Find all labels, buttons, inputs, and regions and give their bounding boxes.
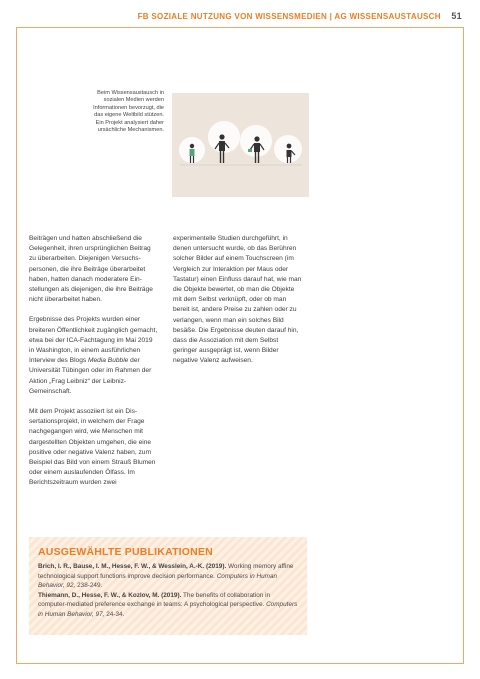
- publication-list: [38, 562, 300, 620]
- right-text-column: [173, 234, 303, 377]
- section-title: FB SOZIALE NUTZUNG VON WISSENSMEDIEN | AG WISSENSAUSTAUSCH: [137, 12, 441, 21]
- publication-title: Working memory affine technological support functions improve decision performance.: [38, 563, 294, 580]
- paragraph: Beiträgen und hatten abschließend die Gelegenheit, ihren ursprünglichen Beitrag zu überarbeiten. Diejenigen Versuchspersonen, die ihre Beiträge überarbeitet haben, hatten danach moderatere Einstellungen als diejenigen, die ihre Beiträge nicht überarbeitet haben.: [29, 235, 153, 304]
- publication-authors: Thiemann, D., Hesse, F. W., & Kozlov, M. (2019).: [38, 591, 182, 599]
- left-text-column: [29, 234, 159, 499]
- paragraph: Ergebnisse des Projekts wurden einer breiteren Öffentlichkeit zugänglich gemacht, etwa bei der ICA-Fachtagung im Mai 2019 in Washington, in einem ausführlichen Interview des Blogs Media Bubble der Universität Tübingen oder im Rahmen der Aktion „Frag Leibniz“ der Leibniz-Gemeinschaft.: [29, 316, 158, 395]
- publication-authors: Brich, I. R., Bause, I. M., Hesse, F. W., & Wesslein, A.-K. (2019).: [38, 563, 227, 570]
- paragraph: Mit dem Projekt assoziiert ist ein Dissertationsprojekt, in welchem der Frage nachgegangen wird, wie Menschen mit dargestellten Objekten umgehen, die eine positive oder negative Valenz haben, zum Beispiel das Bild von einem Strauß Blumen oder einem auslaufenden Ölfass. Im Berichtszeitraum wurden zwei: [29, 408, 156, 487]
- page-number: 51: [451, 11, 462, 21]
- publication-title: The benefits of collaboration in computer-mediated preference exchange in teams: A psychological perspective.: [38, 591, 271, 609]
- paragraph: experimentelle Studien durchgeführt, in denen untersucht wurde, ob das Berühren solcher Bilder auf einem Touchscreen (im Vergleich zur Interaktion per Maus oder Tastatur) einen Einfluss darauf hat, wie man die Objekte bewertet, ob man die Objekte mit dem Selbst verknüpft, oder ob man bereit ist, andere Preise zu zahlen oder zu verlangen, wenn man ein solches Bild besäße. Die Ergebnisse deuten darauf hin, dass die Assoziation mit dem Selbst geringer ausgeprägt ist, wenn Bilder negative Valenz aufweisen.: [173, 235, 302, 365]
- running-header: [138, 11, 462, 21]
- publications-heading: AUSGEWÄHLTE PUBLIKATIONEN: [38, 546, 213, 558]
- publication-pages: 24-34.: [104, 610, 125, 618]
- publication-journal: Computers in Human Behavior, 97,: [38, 601, 298, 618]
- illustration-svg: [172, 93, 309, 197]
- publication-entry: [38, 562, 300, 591]
- publication-entry: [38, 591, 300, 620]
- publications-box: [29, 537, 307, 635]
- publication-pages: 238-249.: [75, 582, 103, 590]
- figure-caption: Beim Wissensaustausch in sozialen Medien werden Informationen bevorzugt, die das eigene Weltbild stützen. Ein Projekt analysiert daher ursächliche Mechanismen.: [93, 90, 164, 134]
- people-in-thought-bubbles-illustration: [172, 93, 309, 197]
- publication-journal: Computers in Human Behavior, 92,: [38, 572, 278, 590]
